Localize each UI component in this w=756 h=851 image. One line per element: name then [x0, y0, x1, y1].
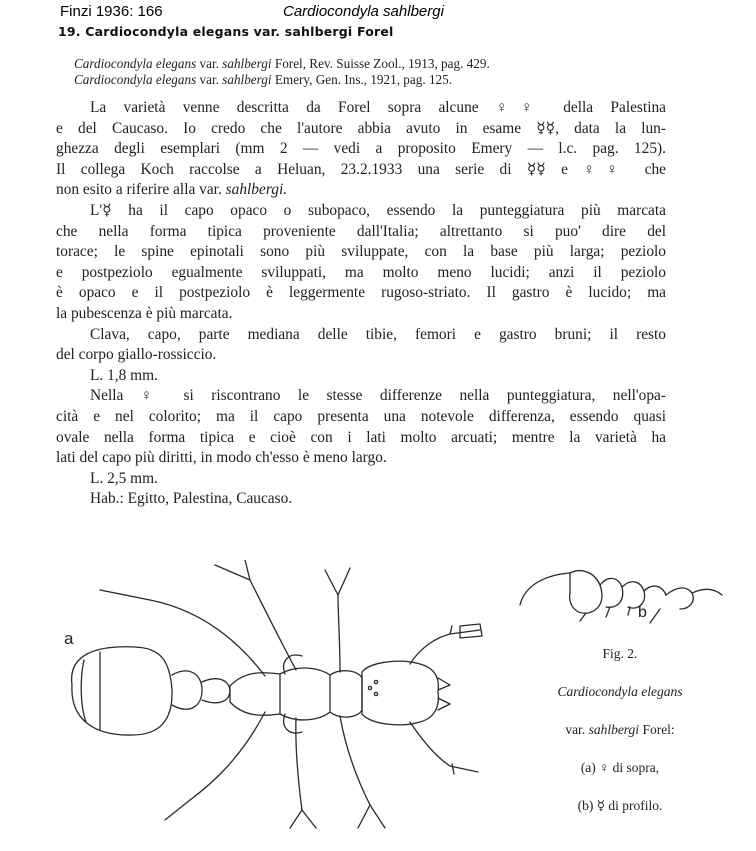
- body-line: L'☿ ha il capo opaco o subopaco, essendo la punteggiatura più marcata: [90, 201, 666, 219]
- body-line: ghezza degli esemplari (mm 2 — vedi a proposito Emery — l.c. pag. 125).: [56, 140, 666, 158]
- body-line: La varietà venne descritta da Forel sopra alcune ♀♀ della Palestina: [90, 99, 666, 116]
- body-italic-run: sahlbergi.: [225, 181, 288, 199]
- body-line: e del Caucaso. Io credo che l'autore abbia avuto in esame ☿☿, data la lun-: [56, 119, 666, 137]
- body-line: ovale nella forma tipica e cioè con i lati molto arcuati; mentre la varietà ha: [56, 428, 666, 446]
- body-text-run: non esito a riferire alla var.: [56, 181, 226, 199]
- citation-2: [74, 72, 694, 88]
- section-title: 19. Cardiocondyla elegans var. sahlbergi Forel: [58, 24, 394, 39]
- body-text: [56, 98, 666, 510]
- citation-1: [74, 56, 694, 72]
- body-line: torace; le spine epinotali sono più sviluppate, con la base più larga; peziolo: [56, 243, 666, 261]
- citation-1-mid: var.: [196, 56, 223, 71]
- figure-label-b: b: [638, 604, 647, 621]
- body-line: la pubescenza è più marcata.: [56, 304, 233, 322]
- body-line: è opaco e il postpeziolo è leggermente rugoso-striato. Il gastro è lucido; ma: [56, 284, 666, 302]
- body-line-last: [56, 180, 666, 201]
- body-line: che nella forma tipica proveniente dall'Italia; altrettanto si puo' dire del: [56, 222, 666, 240]
- citation-1-epithet: sahlbergi: [222, 56, 272, 71]
- caption-variety: [500, 722, 740, 738]
- body-line: cità e nel colorito; ma il capo presenta una notevole differenza, essendo quasi: [56, 407, 666, 425]
- body-line: L. 2,5 mm.: [90, 469, 158, 487]
- caption-a: (a) ♀ di sopra,: [580, 760, 660, 775]
- citation-1-name: Cardiocondyla elegans: [74, 56, 197, 71]
- synonymy-citations: [74, 56, 694, 88]
- citation-2-name: Cardiocondyla elegans: [74, 72, 197, 87]
- body-line: e postpeziolo egualmente sviluppati, ma molto meno lucidi; anzi il peziolo: [56, 263, 666, 281]
- caption-var-name: sahlbergi: [588, 722, 640, 737]
- citation-2-epithet: sahlbergi: [222, 72, 272, 87]
- habitat-line: Hab.: Egitto, Palestina, Caucaso.: [90, 490, 293, 508]
- page-source-header: Finzi 1936: 166: [60, 3, 163, 20]
- caption-species: [500, 684, 740, 700]
- caption-var-prefix: var.: [565, 722, 589, 737]
- citation-1-ref: Forel, Rev. Suisse Zool., 1913, pag. 429.: [271, 56, 490, 71]
- body-line: Il collega Koch raccolse a Heluan, 23.2.1933 una serie di ☿☿ e ♀♀ che: [56, 160, 666, 178]
- figure-label-a: a: [64, 629, 74, 648]
- body-line: Clava, capo, parte mediana delle tibie, femori e gastro bruni; il resto: [90, 325, 666, 343]
- body-line: Nella ♀ si riscontrano le stesse differenze nella punteggiatura, nell'opa-: [90, 387, 666, 405]
- taxon-header: Cardiocondyla sahlbergi: [283, 3, 444, 20]
- ant-dorsal-illustration: [40, 560, 490, 830]
- body-line: lati del capo più diritti, in modo ch'esso è meno largo.: [56, 449, 387, 467]
- caption-b: (b) ☿ di profilo.: [577, 798, 663, 813]
- figure-number: Fig. 2.: [602, 646, 638, 661]
- body-line: del corpo giallo-rossiccio.: [56, 346, 217, 364]
- citation-2-ref: Emery, Gen. Ins., 1921, pag. 125.: [271, 72, 453, 87]
- citation-2-mid: var.: [196, 72, 223, 87]
- caption-var-author: Forel:: [639, 722, 675, 737]
- body-line: L. 1,8 mm.: [90, 366, 158, 384]
- caption-species-name: Cardiocondyla elegans: [557, 684, 683, 699]
- ant-profile-illustration: [510, 565, 730, 625]
